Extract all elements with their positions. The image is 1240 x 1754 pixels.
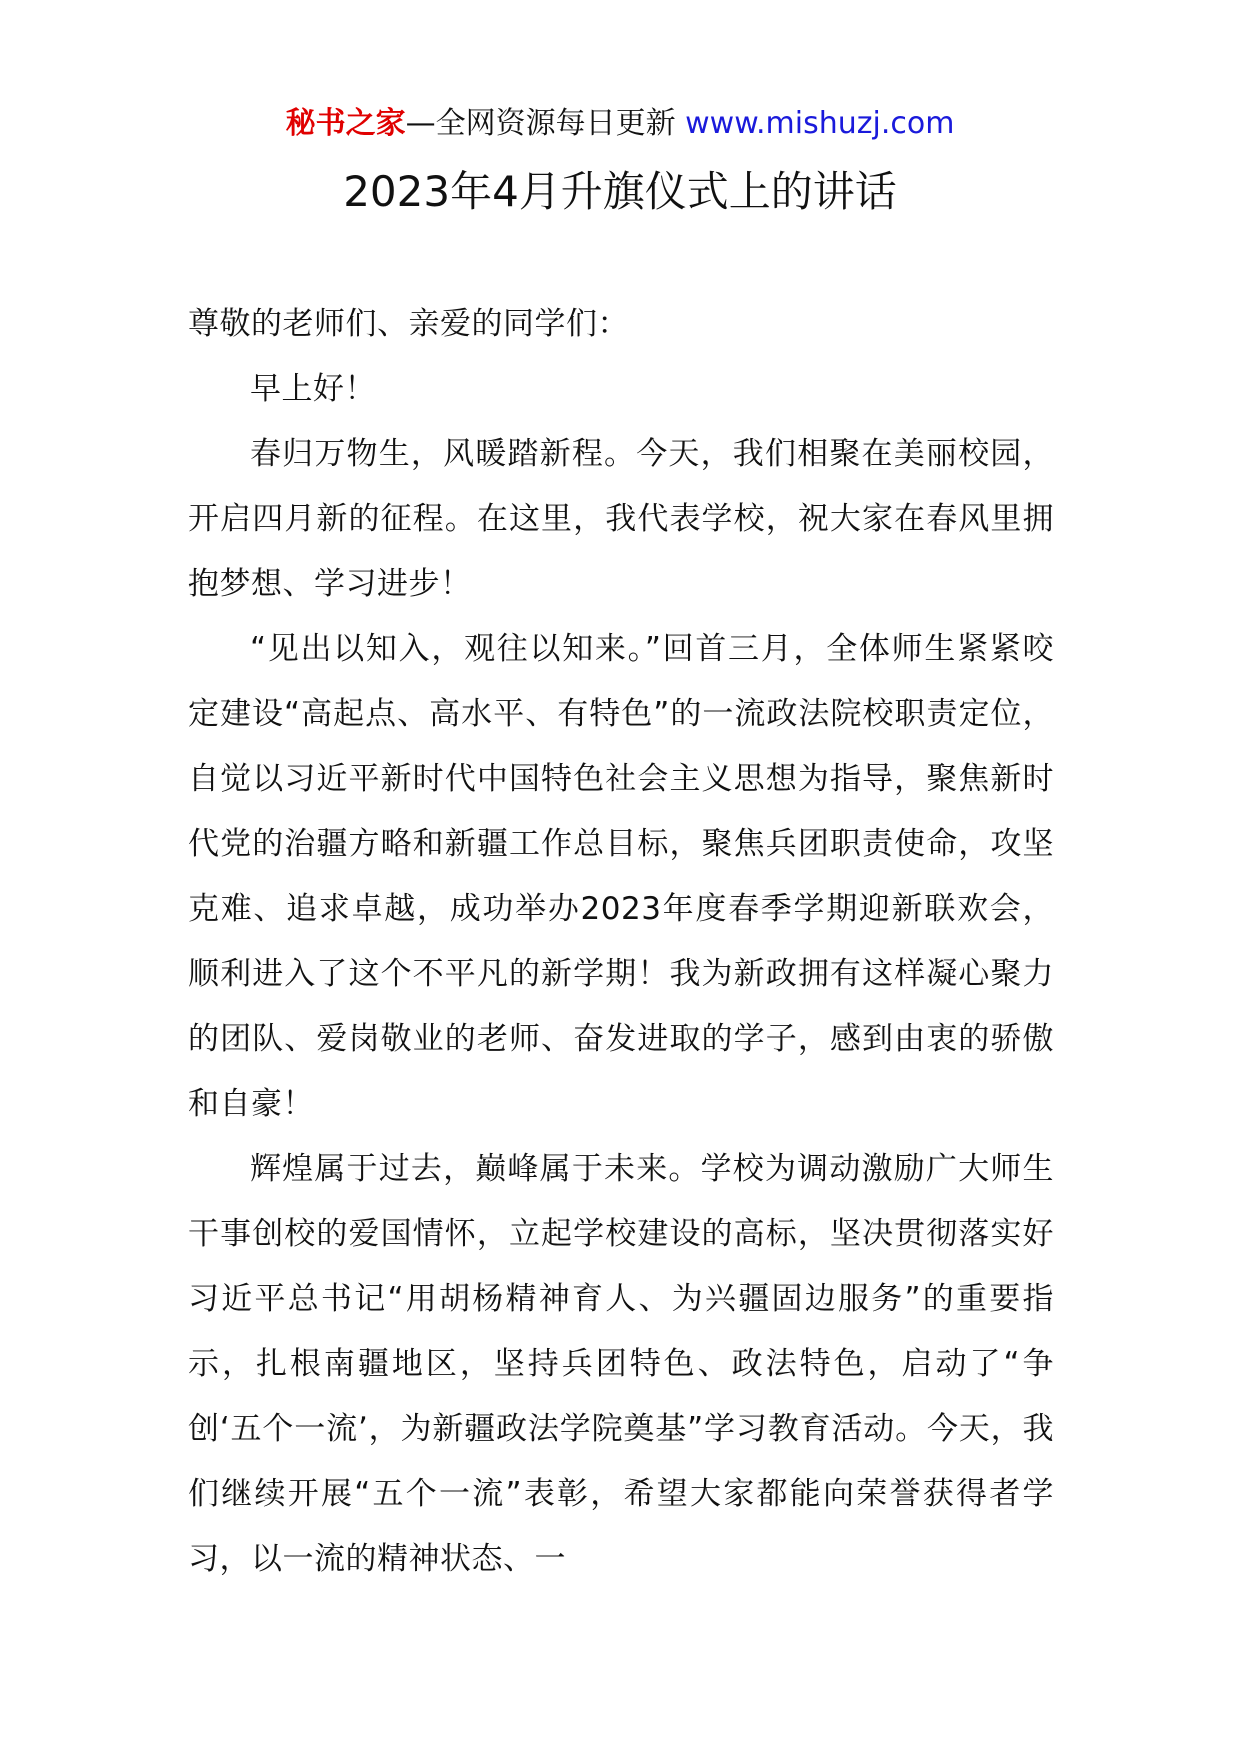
site-tagline: —全网资源每日更新 bbox=[405, 106, 686, 141]
document-title: 2023年4月升旗仪式上的讲话 bbox=[343, 167, 897, 216]
site-header bbox=[0, 100, 1240, 148]
paragraph-opening: 春归万物生，风暖踏新程。今天，我们相聚在美丽校园，开启四月新的征程。在这里，我代表学校，祝大家在春风里拥抱梦想、学习进步！ bbox=[188, 436, 1054, 602]
paragraph-review: “见出以知入，观往以知来。”回首三月，全体师生紧紧咬定建设“高起点、高水平、有特色”的一流政法院校职责定位，自觉以习近平新时代中国特色社会主义思想为指导，聚焦新时代党的治疆方略和新疆工作总目标，聚焦兵团职责使命，攻坚克难、追求卓越，成功举办2023年度春季学期迎新联欢会，顺利进入了这个不平凡的新学期！我为新政拥有这样凝心聚力的团队、爱岗敬业的老师、奋发进取的学子，感到由衷的骄傲和自豪！ bbox=[188, 631, 1054, 1122]
document-body bbox=[188, 292, 1054, 1592]
salutation: 尊敬的老师们、亲爱的同学们： bbox=[188, 306, 629, 342]
brand-name: 秘书之家 bbox=[285, 106, 406, 141]
paragraph-future: 辉煌属于过去，巅峰属于未来。学校为调动激励广大师生干事创校的爱国情怀，立起学校建设的高标，坚决贯彻落实好习近平总书记“用胡杨精神育人、为兴疆固边服务”的重要指示，扎根南疆地区，坚持兵团特色、政法特色，启动了“争创‘五个一流’，为新疆政法学院奠基”学习教育活动。今天，我们继续开展“五个一流”表彰，希望大家都能向荣誉获得者学习，以一流的精神状态、一 bbox=[188, 1151, 1054, 1577]
site-url-link[interactable]: www.mishuzj.com bbox=[685, 106, 955, 141]
paragraph-greeting: 早上好！ bbox=[250, 371, 376, 407]
